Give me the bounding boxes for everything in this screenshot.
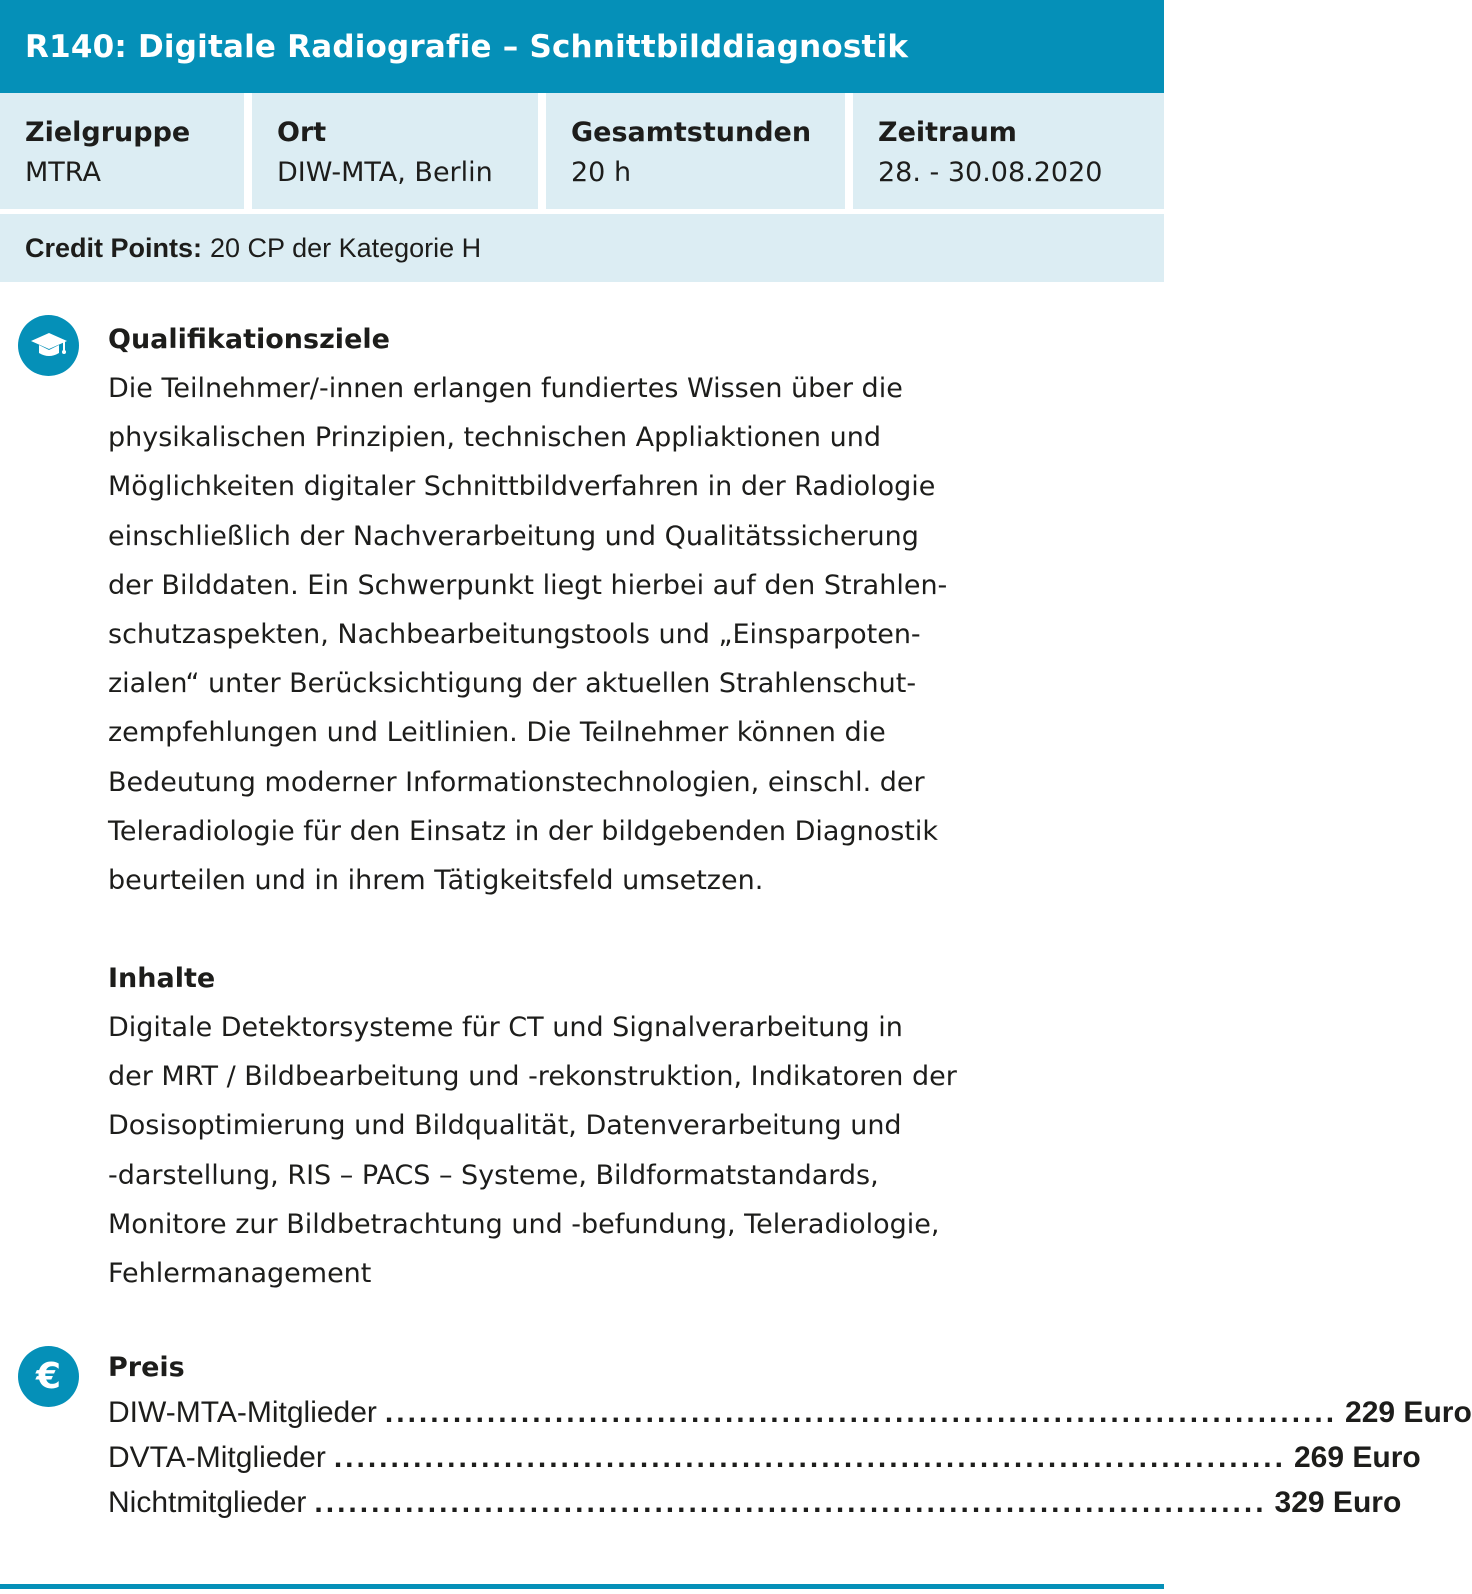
text-line: einschließlich der Nachverarbeitung und Qualitätssicherung <box>108 520 919 552</box>
info-gesamtstunden <box>546 93 845 209</box>
price-row <box>108 1390 1472 1435</box>
text-line: Bedeutung moderner Informationstechnologien, einschl. der <box>108 766 925 798</box>
text-line: Digitale Detektorsysteme für CT und Signalverarbeitung in <box>108 1012 903 1043</box>
info-value: DIW-MTA, Berlin <box>277 157 493 188</box>
course-title: R140: Digitale Radiografie – Schnittbilddiagnostik <box>25 28 909 65</box>
inhalte-text <box>108 1003 1108 1298</box>
graduation-cap-icon <box>18 315 79 376</box>
text-line: physikalischen Prinzipien, technischen Appliaktionen und <box>108 422 881 454</box>
text-line: Monitore zur Bildbetrachtung und -befundung, Teleradiologie, <box>108 1208 940 1240</box>
text-line: zempfehlungen und Leitlinien. Die Teilnehmer können die <box>108 717 886 749</box>
info-value: 20 h <box>571 157 632 188</box>
qualifikation-text <box>108 364 1108 905</box>
bottom-divider <box>0 1584 1164 1589</box>
text-line: Die Teilnehmer/-innen erlangen fundiertes Wissen über die <box>108 373 903 404</box>
euro-icon: € <box>18 1346 79 1407</box>
info-label: Zielgruppe <box>25 117 191 148</box>
price-value: 329 Euro <box>1274 1486 1402 1519</box>
info-zeitraum <box>853 93 1164 209</box>
price-label: DVTA-Mitglieder <box>108 1441 326 1474</box>
price-value: 229 Euro <box>1345 1396 1472 1429</box>
text-line: zialen“ unter Berücksichtigung der aktuellen Strahlenschut- <box>108 668 917 700</box>
price-row <box>108 1435 1421 1480</box>
price-row <box>108 1480 1402 1525</box>
info-value: 28. - 30.08.2020 <box>878 157 1103 188</box>
price-table <box>108 1390 1472 1525</box>
price-label: Nichtmitglieder <box>108 1486 307 1519</box>
info-ort <box>252 93 538 209</box>
preis-heading: Preis <box>108 1352 185 1383</box>
dot-leader: .................................................................................... <box>333 1441 1286 1474</box>
text-line: Teleradiologie für den Einsatz in der bildgebenden Diagnostik <box>108 815 939 847</box>
info-label: Gesamtstunden <box>571 117 812 148</box>
credit-value: 20 CP der Kategorie H <box>210 232 482 263</box>
text-line: -darstellung, RIS – PACS – Systeme, Bildformatstandards, <box>108 1159 879 1191</box>
info-label: Zeitraum <box>878 117 1017 148</box>
info-label: Ort <box>277 117 327 148</box>
text-line: Möglichkeiten digitaler Schnittbildverfahren in der Radiologie <box>108 471 936 503</box>
text-line: Fehlermanagement <box>108 1258 372 1290</box>
text-line: der Bilddaten. Ein Schwerpunkt liegt hierbei auf den Strahlen- <box>108 569 948 601</box>
dot-leader: .................................................................................... <box>384 1396 1338 1429</box>
price-value: 269 Euro <box>1293 1441 1421 1474</box>
inhalte-heading: Inhalte <box>108 963 216 994</box>
text-line: Dosisoptimierung und Bildqualität, Datenverarbeitung und <box>108 1110 902 1142</box>
text-line: schutzaspekten, Nachbearbeitungstools und „Einsparpoten- <box>108 619 921 651</box>
dot-leader: .................................................................................... <box>314 1486 1267 1519</box>
info-zielgruppe <box>0 93 244 209</box>
credit-points-bar <box>0 214 1164 282</box>
qualifikation-heading: Qualifikationsziele <box>108 324 390 355</box>
course-info-row <box>0 93 1164 211</box>
text-line: der MRT / Bildbearbeitung und -rekonstruktion, Indikatoren der <box>108 1061 957 1093</box>
price-label: DIW-MTA-Mitglieder <box>108 1396 377 1429</box>
text-line: beurteilen und in ihrem Tätigkeitsfeld umsetzen. <box>108 865 764 897</box>
info-value: MTRA <box>25 157 101 188</box>
credit-label: Credit Points: <box>25 232 203 263</box>
course-title-bar <box>0 0 1164 93</box>
